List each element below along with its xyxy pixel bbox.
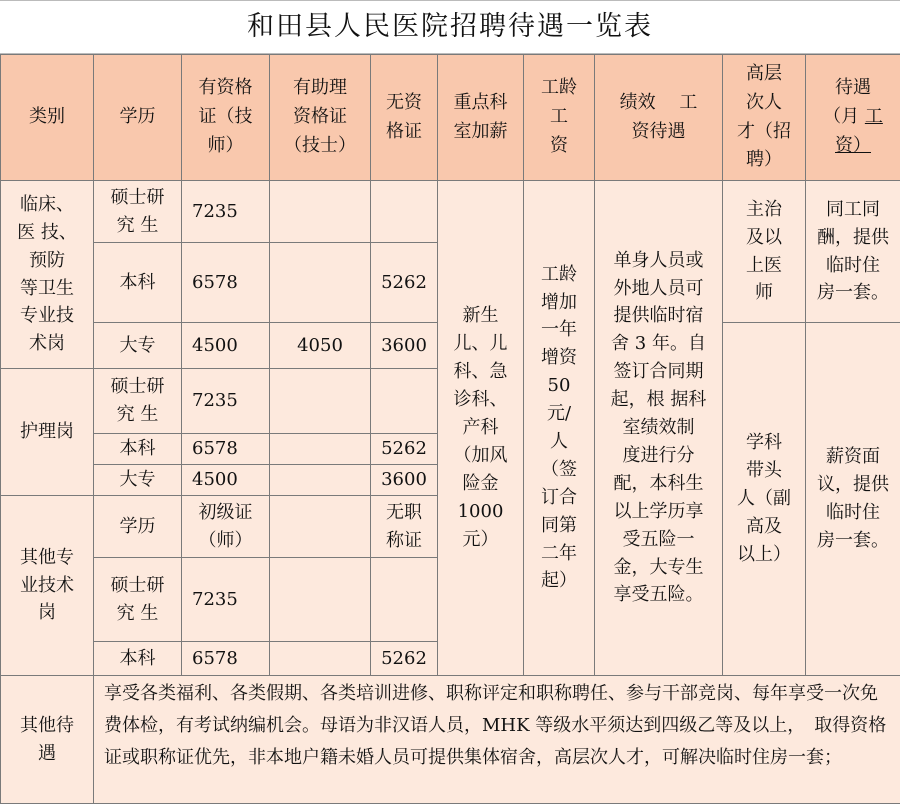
value-cell: 3600 (371, 323, 438, 369)
value-cell: 5262 (371, 642, 438, 676)
value-cell (270, 465, 371, 496)
value-cell: 5262 (371, 243, 438, 323)
value-cell (270, 558, 371, 642)
value-cell (371, 369, 438, 434)
page-title: 和田县人民医院招聘待遇一览表 (0, 0, 900, 54)
table-row (1, 181, 900, 243)
value-cell: 7235 (182, 558, 270, 642)
value-cell: 4050 (270, 323, 371, 369)
value-cell (371, 181, 438, 243)
value-cell: 初级证 （师） (182, 496, 270, 558)
group-nursing: 护理岗 (1, 369, 94, 496)
education-cell: 本科 (94, 434, 182, 465)
value-cell: 3600 (371, 465, 438, 496)
header-row (1, 55, 900, 181)
header-performance: 绩效 工 资待遇 (595, 55, 723, 181)
value-cell: 7235 (182, 181, 270, 243)
benefit-cell-top: 同工同 酬，提供 临时住 房一套。 (806, 181, 900, 323)
value-cell (270, 243, 371, 323)
header-category: 类别 (1, 55, 94, 181)
value-cell: 7235 (182, 369, 270, 434)
value-cell: 6578 (182, 642, 270, 676)
header-talent: 高层 次人 才（招 聘） (723, 55, 806, 181)
header-qualified: 有资格 证（技 师） (182, 55, 270, 181)
education-cell: 大专 (94, 465, 182, 496)
value-cell (270, 369, 371, 434)
education-cell: 本科 (94, 642, 182, 676)
group-other-tech: 其他专 业技术 岗 (1, 496, 94, 676)
key-dept-cell: 新生 儿、儿 科、急 诊科、 产科 （加风 险金 1000 元） (438, 181, 524, 676)
header-benefit: 待遇 （月 工 资） (806, 55, 900, 181)
value-cell: 4500 (182, 323, 270, 369)
value-cell (371, 558, 438, 642)
header-assistant: 有助理 资格证 （技士） (270, 55, 371, 181)
header-key-dept: 重点科 室加薪 (438, 55, 524, 181)
value-cell (270, 434, 371, 465)
group-other-benefits: 其他待 遇 (1, 676, 94, 804)
value-cell: 无职 称证 (371, 496, 438, 558)
education-cell: 硕士研 究 生 (94, 369, 182, 434)
header-seniority: 工龄 工 资 (524, 55, 595, 181)
talent-cell-bottom: 学科 带头 人（副 高及 以上） (723, 323, 806, 676)
education-cell: 硕士研 究 生 (94, 558, 182, 642)
recruitment-table (0, 54, 900, 804)
value-cell: 6578 (182, 434, 270, 465)
education-cell: 大专 (94, 323, 182, 369)
group-clinical: 临床、 医 技、 预防 等卫生 专业技 术岗 (1, 181, 94, 369)
seniority-cell: 工龄 增加 一年 增资 50 元/ 人 （签 订合 同第 二年 起） (524, 181, 595, 676)
value-cell (270, 496, 371, 558)
value-cell: 4500 (182, 465, 270, 496)
education-cell: 学历 (94, 496, 182, 558)
talent-cell-top: 主治 及以 上医 师 (723, 181, 806, 323)
value-cell: 5262 (371, 434, 438, 465)
value-cell: 6578 (182, 243, 270, 323)
header-education: 学历 (94, 55, 182, 181)
header-no-qualification: 无资 格证 (371, 55, 438, 181)
value-cell (270, 181, 371, 243)
table-row-other-benefits (1, 676, 900, 804)
performance-cell: 单身人员或 外地人员可 提供临时宿 舍 3 年。自 签订合同期 起，根 据科 室绩效制 度进行分 配，本科生 以上学历享 受五险一 金，大专生 享受五险。 (595, 181, 723, 676)
education-cell: 硕士研 究 生 (94, 181, 182, 243)
benefit-cell-bottom: 薪资面 议，提供 临时住 房一套。 (806, 323, 900, 676)
value-cell (270, 642, 371, 676)
other-benefits-text: 享受各类福利、各类假期、各类培训进修、职称评定和职称聘任、参与干部竞岗、每年享受一次免费体检，有考试纳编机会。母语为非汉语人员，MHK 等级水平须达到四级乙等及以上， 取得资格证或职称证优先，非本地户籍未婚人员可提供集体宿舍，高层次人才，可解决临时住房一套； (94, 676, 900, 804)
education-cell: 本科 (94, 243, 182, 323)
